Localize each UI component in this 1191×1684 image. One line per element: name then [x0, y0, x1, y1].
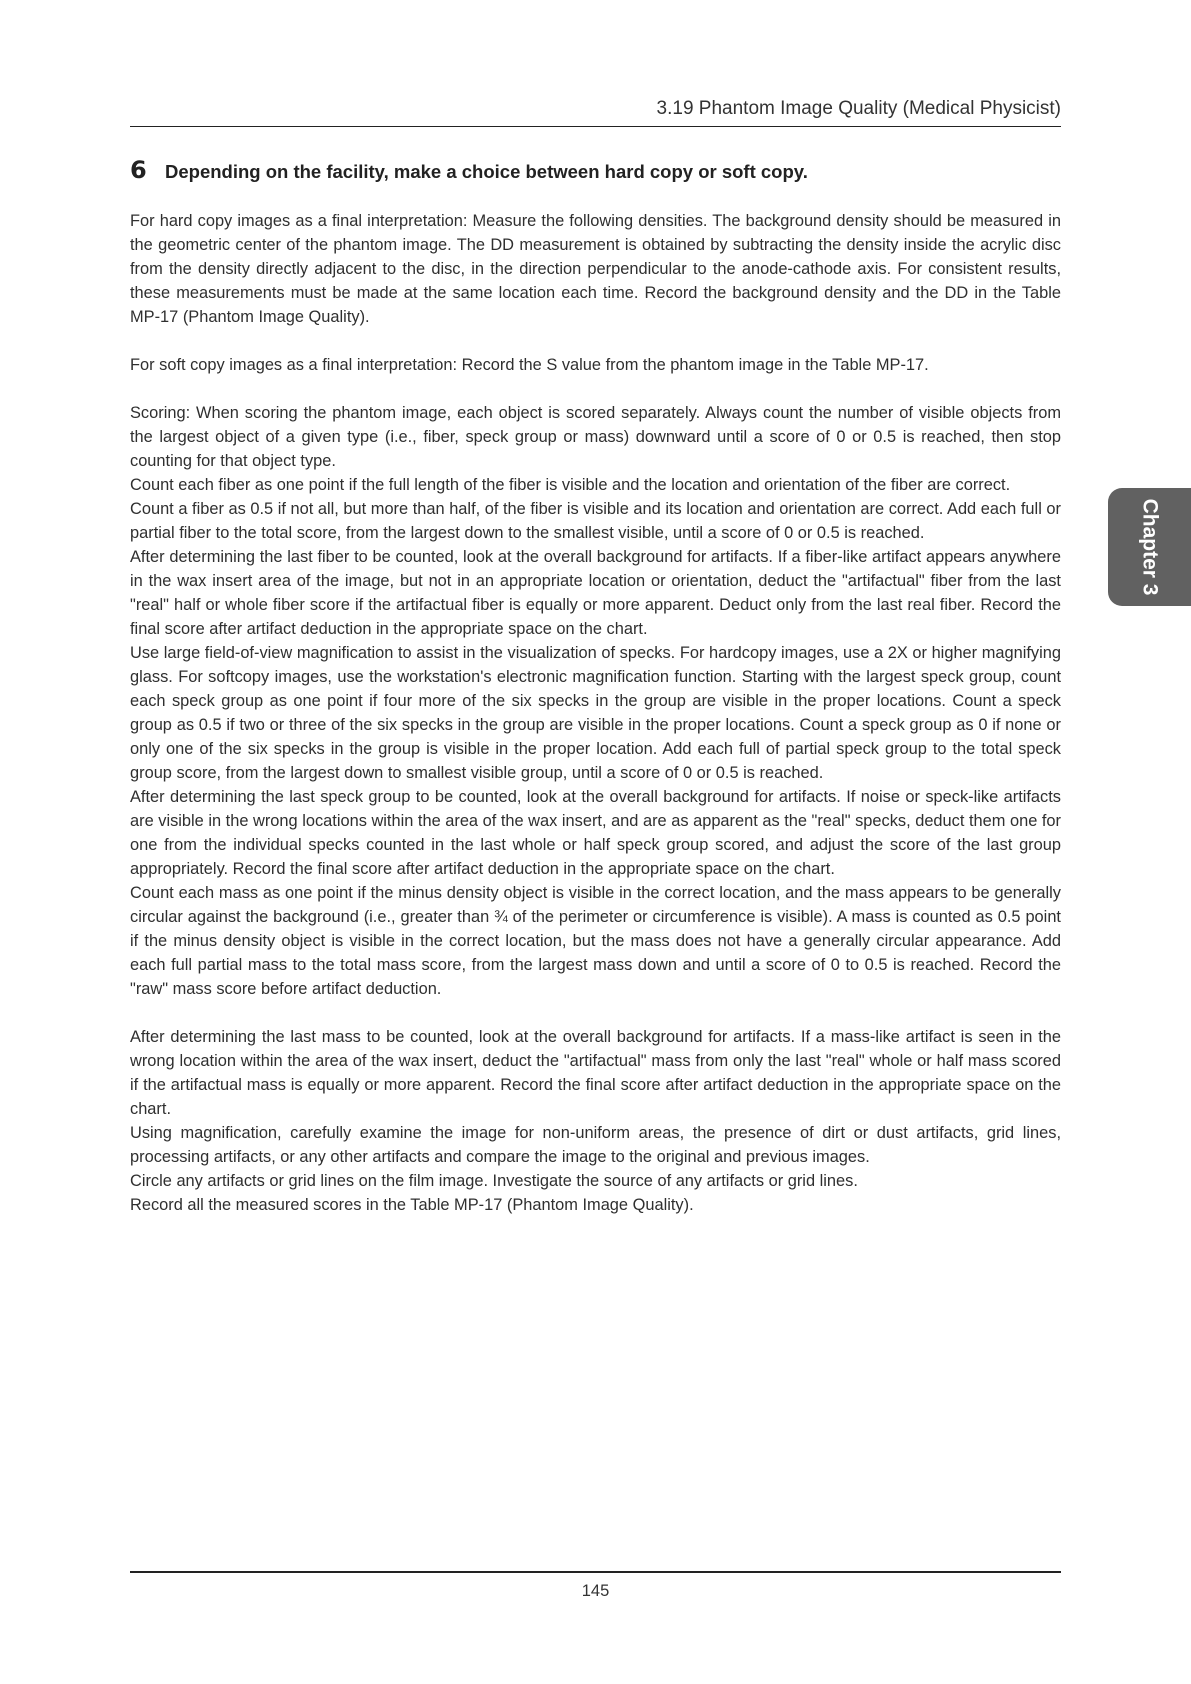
paragraph-soft-copy: For soft copy images as a final interpretation: Record the S value from the phantom image in the Table MP-17. — [130, 356, 929, 374]
paragraph-fiber-partial: Count a fiber as 0.5 if not all, but more than half, of the fiber is visible and its location and orientation are correct. Add each full or partial fiber to the total score, from the largest down to the smallest visible, until a score of 0 or 0.5 is reached. — [130, 500, 1061, 542]
paragraph-examine-image: Using magnification, carefully examine the image for non-uniform areas, the presence of dirt or dust artifacts, grid lines, processing artifacts, or any other artifacts and compare the image to the original and previous images. — [130, 1124, 1061, 1166]
paragraph-record-scores: Record all the measured scores in the Table MP-17 (Phantom Image Quality). — [130, 1196, 694, 1214]
paragraph-scoring: Scoring: When scoring the phantom image, each object is scored separately. Always count the number of visible objects from the largest object of a given type (i.e., fiber, speck group or mass) downward until a score of 0 or 0.5 is reached, then stop counting for that object type. — [130, 404, 1061, 470]
paragraph-mass-count: Count each mass as one point if the minus density object is visible in the correct location, and the mass appears to be generally circular against the background (i.e., greater than ¾ of the perimeter or circumference is visible). A mass is counted as 0.5 point if the minus density object is visible in the correct location, but the mass does not have a generally circular appearance. Add each full partial mass to the total mass score, from the largest mass down and until a score of 0 to 0.5 is reached. Record the "raw" mass score before artifact deduction. — [130, 884, 1061, 998]
paragraph-speck-artifact: After determining the last speck group to be counted, look at the overall background for artifacts. If noise or speck-like artifacts are visible in the wrong locations within the area of the wax insert, and are as apparent as the "real" specks, deduct them one for one from the individual specks counted in the last whole or half speck group scored, and adjust the score of the last group appropriately. Record the final score after artifact deduction in the appropriate space on the chart. — [130, 788, 1061, 878]
step-number: 6 — [130, 156, 147, 184]
header-divider — [130, 126, 1061, 127]
paragraph-hard-copy: For hard copy images as a final interpretation: Measure the following densities. The background density should be measured in the geometric center of the phantom image. The DD measurement is obtained by subtracting the density inside the acrylic disc from the density directly adjacent to the disc, in the direction perpendicular to the anode-cathode axis. For consistent results, these measurements must be made at the same location each time. Record the background density and the DD in the Table MP-17 (Phantom Image Quality). — [130, 212, 1061, 326]
paragraph-fiber-artifact: After determining the last fiber to be counted, look at the overall background for artifacts. If a fiber-like artifact appears anywhere in the wax insert area of the image, but not in an appropriate location or orientation, deduct the "artifactual" fiber from the last "real" half or whole fiber score if the artifactual fiber is equally or more apparent. Deduct only from the last real fiber. Record the final score after artifact deduction in the appropriate space on the chart. — [130, 548, 1061, 638]
step-heading: Depending on the facility, make a choice between hard copy or soft copy. — [165, 161, 808, 182]
paragraph-mass-artifact: After determining the last mass to be counted, look at the overall background for artifacts. If a mass-like artifact is seen in the wrong location within the area of the wax insert, deduct the "artifactual" mass from only the last "real" whole or half mass scored if the artifactual mass is equally or more apparent. Record the final score after artifact deduction in the appropriate space on the chart. — [130, 1028, 1061, 1118]
chapter-tab — [1108, 488, 1191, 606]
chapter-tab-label: Chapter 3 — [1138, 498, 1162, 596]
step-heading-row — [130, 156, 1061, 184]
paragraph-speck-magnification: Use large field-of-view magnification to assist in the visualization of specks. For hardcopy images, use a 2X or higher magnifying glass. For softcopy images, use the workstation's electronic magnification function. Starting with the largest speck group, count each speck group as one point if four more of the six specks in the group are visible in the proper locations. Count a speck group as 0.5 if two or three of the six specks in the group are visible in the proper locations. Count a speck group as 0 if none or only one of the six specks in the group is visible in the proper location. Add each full of partial speck group to the total speck group score, from the largest down to smallest visible group, until a score of 0 or 0.5 is reached. — [130, 644, 1061, 782]
page-number: 145 — [581, 1582, 610, 1600]
running-header: 3.19 Phantom Image Quality (Medical Physicist) — [656, 98, 1061, 119]
paragraph-fiber-full: Count each fiber as one point if the full length of the fiber is visible and the location and orientation of the fiber are correct. — [130, 476, 1011, 494]
paragraph-circle-artifacts: Circle any artifacts or grid lines on the film image. Investigate the source of any artifacts or grid lines. — [130, 1172, 858, 1190]
footer-divider — [130, 1571, 1061, 1573]
body-text — [130, 209, 1061, 1217]
